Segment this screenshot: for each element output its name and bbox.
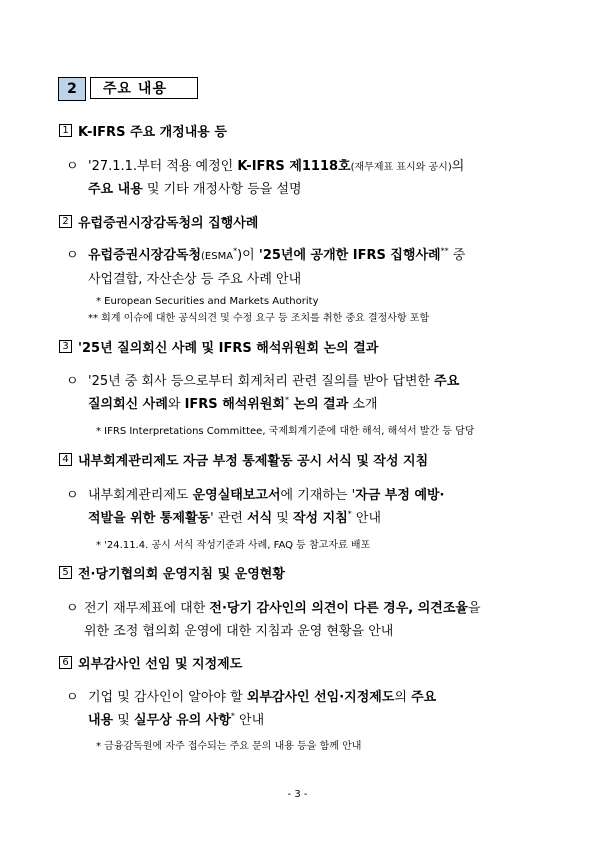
footnote: * European Securities and Markets Authority [96, 296, 319, 307]
item-3-heading [59, 337, 378, 356]
footnote: * '24.11.4. 공시 서식 작성기준과 사례, FAQ 등 참고자료 배포 [96, 540, 371, 551]
item-1-heading [59, 121, 227, 140]
section-title: 주요 내용 [90, 77, 198, 99]
page-number: - 3 - [287, 789, 308, 800]
item-number-box: 5 [59, 566, 72, 579]
heading-text: 전·당기협의회 운영지침 및 운영현황 [78, 567, 285, 582]
item-2-line-2: 사업결합, 자산손상 등 주요 사례 안내 [88, 272, 302, 287]
item-3-line-2: 질의회신 사례와 IFRS 해석위원회* 논의 결과 소개 [88, 395, 378, 412]
item-number-box: 2 [59, 215, 72, 228]
bullet-icon: ㅇ [66, 248, 79, 263]
item-3-line-1: '25년 중 회사 등으로부터 회계처리 관련 질의를 받아 답변한 주요 [88, 374, 460, 389]
heading-text: '25년 질의회신 사례 및 IFRS 해석위원회 논의 결과 [78, 341, 379, 356]
section-header [58, 77, 198, 101]
item-6-line-2: 내용 및 실무상 유의 사항* 안내 [88, 711, 265, 728]
item-4-heading [59, 450, 428, 469]
item-5-line-1: 전기 재무제표에 대한 전·당기 감사인의 의견이 다른 경우, 의견조율을 [84, 601, 481, 616]
item-6-heading [59, 653, 242, 672]
item-number-box: 3 [59, 340, 72, 353]
item-number-box: 1 [59, 124, 72, 137]
item-number-box: 4 [59, 453, 72, 466]
bullet-icon: ㅇ [66, 601, 79, 616]
item-2-heading [59, 212, 258, 231]
item-5-heading [59, 563, 285, 582]
footnote: ** 회계 이슈에 대한 공식의견 및 수정 요구 등 조치를 취한 중요 결정사항 포함 [88, 313, 430, 324]
footnote: * 금융감독원에 자주 접수되는 주요 문의 내용 등을 함께 안내 [96, 741, 362, 752]
item-5-line-2: 위한 조정 협의회 운영에 대한 지침과 운영 현황을 안내 [84, 624, 394, 639]
item-number-box: 6 [59, 656, 72, 669]
section-number: 2 [58, 77, 86, 101]
item-4-line-2: 적발을 위한 통제활동' 관련 서식 및 작성 지침* 안내 [88, 509, 382, 526]
bullet-icon: ㅇ [66, 488, 79, 503]
heading-text: 유럽증권시장감독청의 집행사례 [78, 216, 259, 231]
heading-text: K-IFRS 주요 개정내용 등 [78, 125, 227, 140]
item-6-line-1: 기업 및 감사인이 알아야 할 외부감사인 선임·지정제도의 주요 [88, 690, 437, 705]
item-1-line-2: 주요 내용 및 기타 개정사항 등을 설명 [88, 182, 302, 197]
item-4-line-1: 내부회계관리제도 운영실태보고서에 기재하는 '자금 부정 예방· [88, 488, 445, 503]
footnote: * IFRS Interpretations Committee, 국제회계기준에 대한 해석, 해석서 발간 등 담당 [96, 426, 475, 437]
item-1-line-1: '27.1.1.부터 적용 예정인 K-IFRS 제1118호(재무제표 표시와 공시)의 [88, 159, 465, 174]
bullet-icon: ㅇ [66, 690, 79, 705]
bullet-icon: ㅇ [66, 374, 79, 389]
heading-text: 외부감사인 선임 및 지정제도 [78, 657, 243, 672]
item-2-line-1: 유럽증권시장감독청(ESMA*)이 '25년에 공개한 IFRS 집행사례** 중 [88, 246, 466, 263]
heading-text: 내부회계관리제도 자금 부정 통제활동 공시 서식 및 작성 지침 [78, 454, 429, 469]
bullet-icon: ㅇ [66, 159, 79, 174]
